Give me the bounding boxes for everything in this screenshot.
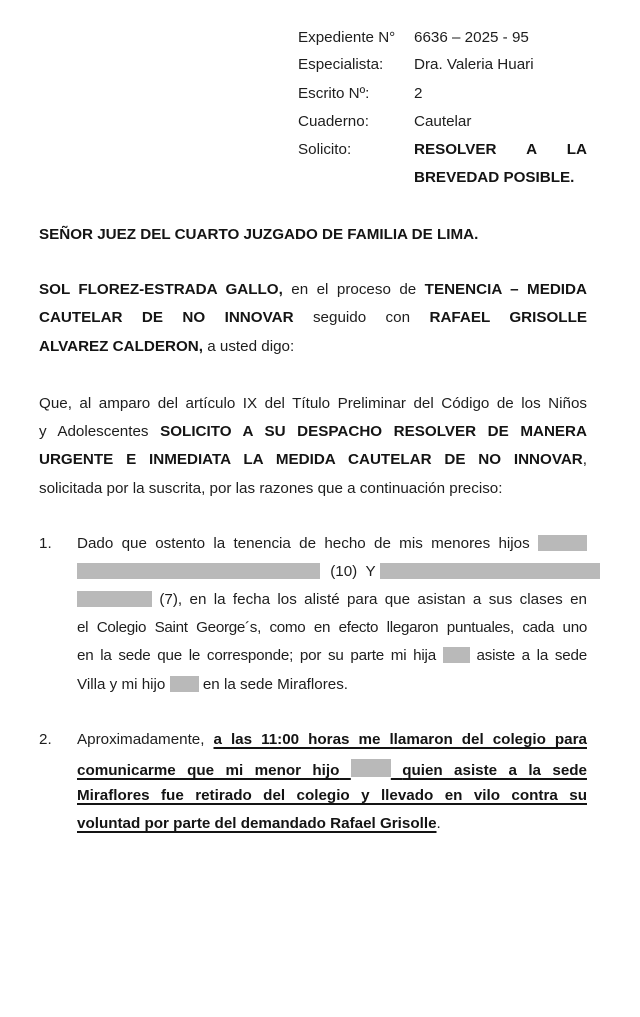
party-name: SOL FLOREZ-ESTRADA GALLO, (39, 281, 283, 298)
solicito-word: RESOLVER (414, 141, 497, 158)
redaction-box (538, 535, 587, 551)
header-label-cuaderno: Cuaderno: (298, 113, 369, 130)
intro-text: a usted digo: (207, 338, 295, 355)
header-value-escrito: 2 (414, 85, 423, 102)
item-text: Dado que ostento la tenencia de hecho de mis menores hijos (77, 535, 530, 552)
request-text: , (582, 451, 587, 468)
item-number: 1. (39, 535, 52, 552)
item-underlined-text: a las 11:00 horas me llamaron del colegio para (213, 731, 587, 748)
item-text: en la sede Miraflores. (202, 676, 349, 693)
item-1-line-4: el Colegio Saint George´s, como en efecto llegaron puntuales, cada uno (77, 619, 587, 636)
redaction-box (170, 676, 199, 692)
item-text: . (436, 815, 441, 832)
item-2-line-3: Miraflores fue retirado del colegio y llevado en vilo contra su (77, 787, 587, 804)
redaction-box (443, 647, 470, 663)
item-text: asiste a la sede (476, 647, 587, 664)
header-label-especialista: Especialista: (298, 56, 384, 73)
header-label-solicito: Solicito: (298, 141, 352, 158)
item-text: (10) (330, 563, 358, 580)
request-bold: SOLICITO A SU DESPACHO RESOLVER DE MANERA (160, 423, 587, 440)
header-value-solicito-line2: BREVEDAD POSIBLE. (414, 169, 575, 186)
intro-line-3 (39, 338, 294, 355)
item-text: Villa y mi hijo (77, 676, 166, 693)
request-line-1: Que, al amparo del artículo IX del Título Preliminar del Código de los Niños (39, 395, 587, 412)
request-line-2 (39, 423, 587, 440)
header-value-cuaderno: Cautelar (414, 113, 472, 130)
process-name: CAUTELAR DE NO INNOVAR (39, 309, 294, 326)
header-value-expediente: 6636 – 2025 - 95 (414, 29, 529, 46)
item-text: Aproximadamente, (77, 731, 205, 748)
item-1-line-2 (77, 563, 601, 580)
item-1-line-1 (77, 535, 587, 552)
item-text: Y (365, 563, 376, 580)
item-2-line-2 (77, 759, 587, 779)
item-text: (7), en la fecha los alisté para que asistan a sus clases en (159, 591, 587, 608)
item-1-line-5 (77, 647, 587, 664)
redaction-box (351, 759, 391, 777)
defendant-name: ALVAREZ CALDERON, (39, 338, 203, 355)
defendant-name: RAFAEL GRISOLLE (429, 309, 587, 326)
item-2-line-1 (77, 731, 587, 748)
solicito-word: A (526, 141, 538, 158)
intro-line-1 (39, 281, 587, 298)
redaction-box (77, 591, 152, 607)
solicito-word: LA (566, 141, 587, 158)
header-value-solicito-line1 (414, 141, 587, 158)
redaction-box (77, 563, 320, 579)
addressee: SEÑOR JUEZ DEL CUARTO JUZGADO DE FAMILIA DE LIMA. (39, 226, 479, 243)
header-label-expediente: Expediente N° (298, 29, 396, 46)
request-bold: URGENTE E INMEDIATA LA MEDIDA CAUTELAR DE NO INNOVAR (39, 451, 583, 468)
header-label-escrito: Escrito Nº: (298, 85, 370, 102)
item-1-line-6 (77, 676, 348, 693)
header-value-especialista: Dra. Valeria Huari (414, 56, 534, 73)
item-1-line-3 (77, 591, 587, 608)
request-line-4: solicitada por la suscrita, por las razones que a continuación preciso: (39, 480, 503, 497)
item-number: 2. (39, 731, 52, 748)
intro-line-2 (39, 309, 587, 326)
redaction-box (380, 563, 600, 579)
intro-text: en el proceso de (291, 281, 417, 298)
intro-text: seguido con (312, 309, 411, 326)
item-underlined-text: comunicarme que mi menor hijo (77, 762, 340, 779)
request-text: y Adolescentes (39, 423, 149, 440)
process-name: TENENCIA – MEDIDA (424, 281, 587, 298)
request-line-3 (39, 451, 587, 468)
item-text: en la sede que le corresponde; por su parte mi hija (77, 647, 436, 664)
item-2-line-4 (77, 815, 441, 832)
item-underlined-text: quien asiste a la sede (402, 762, 587, 779)
item-underlined-text: voluntad por parte del demandado Rafael Grisolle (77, 815, 437, 832)
